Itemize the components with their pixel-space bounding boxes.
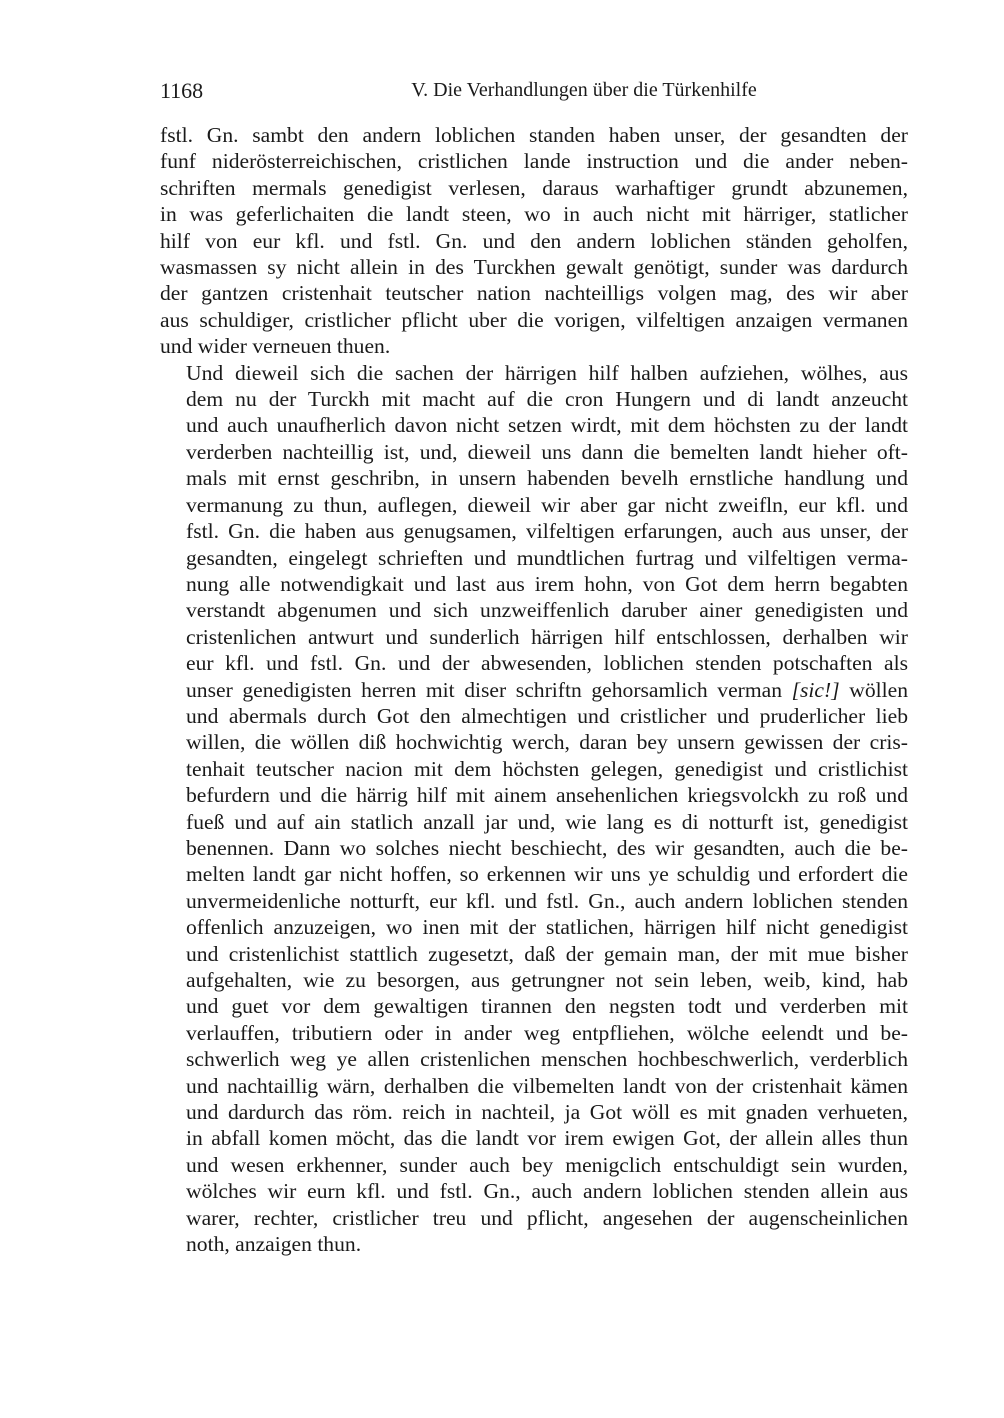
text-line: fstl. Gn. die haben aus genugsamen, vilfeltigen erfarungen, auch aus unser, der — [186, 519, 908, 544]
text-line: noth, anzaigen thun. — [186, 1232, 362, 1257]
sic-annotation: [sic!] — [791, 677, 840, 702]
text-line: und wesen erkhenner, sunder auch bey menigclich entschuldigt sein wurden, — [186, 1152, 908, 1177]
running-title: V. Die Verhandlungen über die Türkenhilfe — [411, 79, 757, 101]
text-segment: wöllen — [839, 677, 908, 702]
text-line: verlauffen, tributiern oder in ander weg entpfliehen, wölche eelendt und be- — [186, 1020, 908, 1045]
text-line: eur kfl. und fstl. Gn. und der abwesenden, loblichen stenden potschaften als — [186, 651, 908, 676]
page-number: 1168 — [160, 78, 204, 103]
text-line: nung alle notwendigkait und last aus irem hohn, von Got dem herrn begabten — [186, 571, 908, 596]
text-line: aufgehalten, wie zu besorgen, aus getrungner not sein leben, weib, kind, hab — [186, 968, 908, 992]
text-line: hilf von eur kfl. und fstl. Gn. und den andern loblichen ständen geholfen, — [160, 228, 908, 253]
text-line: warer, rechter, cristlicher treu und pflicht, angesehen der augenscheinlichen — [186, 1205, 908, 1230]
paragraph-1 — [160, 122, 908, 360]
text-line: fueß und auf ain statlich anzall jar und, wie lang es di notturft ist, genedigist — [186, 809, 908, 834]
text-line: schriften mermals genedigist verlesen, daraus warhaftiger grundt abzunemen, — [160, 175, 908, 200]
text-line — [160, 677, 908, 703]
text-line: und wider verneuen thuen. — [160, 334, 391, 359]
text-line: wasmassen sy nicht allein in des Turckhen gewalt genötigt, sunder was dardurch — [160, 255, 908, 280]
text-line: und abermals durch Got den almechtigen und cristlicher und pruderlicher lieb — [186, 703, 908, 728]
text-line: aus schuldiger, cristlicher pflicht uber die vorigen, vilfeltigen anzaigen vermanen — [160, 307, 908, 332]
text-line: vermanung zu thun, auflegen, dieweil wir aber gar nicht zweifln, eur kfl. und — [186, 492, 908, 517]
text-line: unvermeidenliche notturft, eur kfl. und fstl. Gn., auch andern loblichen stenden — [186, 888, 908, 913]
text-segment: unser genedigisten herren mit diser schriftn gehorsamlich verman — [186, 677, 792, 702]
paragraph-2 — [160, 360, 908, 1258]
text-line: fstl. Gn. sambt den andern loblichen standen haben unser, der gesandten der — [160, 123, 908, 147]
text-line: befurdern und die härrig hilf mit ainem ansehenlichen kriegsvolckh zu roß und — [186, 783, 908, 808]
text-line: und guet vor dem gewaltigen tirannen den negsten todt und verderben mit — [186, 994, 908, 1019]
text-line: und nachtaillig wärn, derhalben die vilbemelten landt von der cristenhait kämen — [186, 1073, 908, 1098]
text-line: und dardurch das röm. reich in nachteil, ja Got wöll es mit gnaden verhueten, — [186, 1100, 908, 1125]
text-line: offenlich anzuzeigen, wo inen mit der statlichen, härrigen hilf nicht genedigist — [186, 915, 908, 940]
body-text — [160, 122, 908, 1257]
text-line: dem nu der Turckh mit macht auf die cron Hungern und di landt anzeucht — [186, 387, 908, 412]
running-head — [160, 78, 908, 108]
text-line: Und dieweil sich die sachen der härrigen hilf halben aufziehen, wölhes, aus — [186, 360, 908, 385]
text-line: melten landt gar nicht hoffen, so erkennen wir uns ye schuldig und erfordert die — [186, 862, 908, 887]
text-line: in was geferlichaiten die landt steen, wo in auch nicht mit härriger, statlicher — [160, 202, 908, 227]
text-line: und auch unaufherlich davon nicht setzen wirdt, mit dem höchsten zu der landt — [186, 413, 908, 438]
text-line: und cristenlichist stattlich zugesetzt, daß der gemain man, der mit mue bisher — [186, 941, 908, 966]
text-line: schwerlich weg ye allen cristenlichen menschen hochbeschwerlich, verderblich — [186, 1047, 908, 1072]
text-line: tenhait teutscher nacion mit dem höchsten gelegen, genedigist und cristlichist — [186, 756, 908, 781]
text-line: benennen. Dann wo solches niecht beschiecht, des wir gesandten, auch die be- — [186, 835, 908, 860]
text-line: funf niderösterreichischen, cristlichen lande instruction und die ander neben- — [160, 149, 908, 174]
text-line: in abfall komen möcht, das die landt vor irem ewigen Got, der allein alles thun — [186, 1126, 908, 1151]
text-line: willen, die wöllen diß hochwichtig werch, daran bey unsern gewissen der cris- — [186, 730, 908, 755]
text-line: der gantzen cristenhait teutscher nation nachteilligs volgen mag, des wir aber — [160, 281, 908, 306]
text-line: verstandt abgenumen und sich unzweiffenlich daruber ainer genedigisten und — [186, 598, 908, 623]
text-line: wölches wir eurn kfl. und fstl. Gn., auch andern loblichen stenden allein aus — [186, 1179, 908, 1204]
text-line: verderben nachteillig ist, und, dieweil uns dann die bemelten landt hieher oft- — [186, 439, 908, 464]
text-line: mals mit ernst geschribn, in unsern habenden bevelh ernstliche handlung und — [186, 466, 908, 491]
text-line: gesandten, eingelegt schrieften und mundtlichen furtrag und vilfeltigen verma- — [186, 545, 908, 570]
text-line: cristenlichen antwurt und sunderlich härrigen hilf entschlossen, derhalben wir — [186, 624, 908, 649]
